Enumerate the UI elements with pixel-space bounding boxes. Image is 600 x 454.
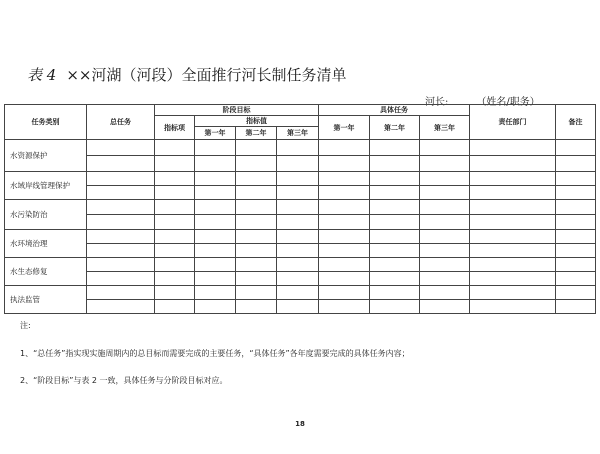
empty-cell	[556, 172, 596, 186]
river-chief-value: （姓名/职务）	[476, 97, 540, 108]
empty-cell	[277, 140, 319, 156]
header-target-year2: 第二年	[236, 127, 277, 140]
empty-cell	[319, 140, 370, 156]
empty-cell	[277, 244, 319, 258]
empty-cell	[556, 156, 596, 172]
empty-cell	[470, 200, 556, 215]
empty-cell	[155, 156, 195, 172]
empty-cell	[236, 244, 277, 258]
river-chief-label: 河长:	[425, 97, 449, 108]
empty-cell	[470, 156, 556, 172]
empty-cell	[155, 140, 195, 156]
empty-cell	[236, 200, 277, 215]
notes-label: 注:	[20, 321, 31, 330]
empty-cell	[470, 258, 556, 272]
empty-cell	[370, 140, 420, 156]
empty-cell	[556, 258, 596, 272]
header-indicator-value: 指标值	[195, 116, 319, 127]
empty-cell	[87, 258, 155, 272]
empty-cell	[195, 244, 236, 258]
empty-cell	[155, 258, 195, 272]
header-target-year1: 第一年	[195, 127, 236, 140]
empty-cell	[420, 258, 470, 272]
empty-cell	[236, 258, 277, 272]
empty-cell	[370, 300, 420, 314]
empty-cell	[370, 156, 420, 172]
header-specific-tasks: 具体任务	[319, 105, 470, 116]
header-overall-task: 总任务	[87, 105, 155, 140]
empty-cell	[195, 172, 236, 186]
empty-cell	[319, 244, 370, 258]
empty-cell	[370, 286, 420, 300]
empty-cell	[236, 140, 277, 156]
empty-cell	[236, 230, 277, 244]
empty-cell	[195, 258, 236, 272]
header-target-year3: 第三年	[277, 127, 319, 140]
empty-cell	[470, 286, 556, 300]
empty-cell	[370, 258, 420, 272]
empty-cell	[370, 230, 420, 244]
empty-cell	[155, 300, 195, 314]
empty-cell	[319, 186, 370, 200]
header-stage-target: 阶段目标	[155, 105, 319, 116]
empty-cell	[556, 215, 596, 230]
empty-cell	[556, 300, 596, 314]
empty-cell	[87, 272, 155, 286]
empty-cell	[370, 186, 420, 200]
empty-cell	[370, 200, 420, 215]
empty-cell	[87, 200, 155, 215]
empty-cell	[195, 140, 236, 156]
empty-cell	[556, 140, 596, 156]
empty-cell	[370, 215, 420, 230]
category-cell: 水生态修复	[5, 258, 87, 286]
empty-cell	[470, 244, 556, 258]
empty-cell	[277, 200, 319, 215]
note-item: 2、“阶段目标”与表 2 一致，具体任务与分阶段目标对应。	[20, 376, 228, 385]
empty-cell	[277, 186, 319, 200]
empty-cell	[87, 140, 155, 156]
empty-cell	[370, 172, 420, 186]
empty-cell	[277, 172, 319, 186]
empty-cell	[155, 200, 195, 215]
empty-cell	[195, 186, 236, 200]
empty-cell	[420, 272, 470, 286]
empty-cell	[470, 215, 556, 230]
empty-cell	[236, 215, 277, 230]
empty-cell	[155, 172, 195, 186]
empty-cell	[277, 272, 319, 286]
empty-cell	[420, 215, 470, 230]
empty-cell	[277, 156, 319, 172]
empty-cell	[370, 272, 420, 286]
header-responsible-dept: 责任部门	[470, 105, 556, 140]
task-list-table	[4, 104, 596, 314]
empty-cell	[420, 286, 470, 300]
empty-cell	[277, 230, 319, 244]
empty-cell	[87, 186, 155, 200]
empty-cell	[277, 286, 319, 300]
header-remarks: 备注	[556, 105, 596, 140]
empty-cell	[319, 286, 370, 300]
empty-cell	[370, 244, 420, 258]
empty-cell	[87, 300, 155, 314]
empty-cell	[470, 186, 556, 200]
empty-cell	[195, 215, 236, 230]
empty-cell	[420, 230, 470, 244]
empty-cell	[556, 186, 596, 200]
empty-cell	[556, 244, 596, 258]
empty-cell	[470, 172, 556, 186]
empty-cell	[87, 156, 155, 172]
empty-cell	[319, 156, 370, 172]
empty-cell	[556, 286, 596, 300]
empty-cell	[236, 300, 277, 314]
empty-cell	[236, 156, 277, 172]
header-task-year2: 第二年	[370, 116, 420, 140]
empty-cell	[155, 286, 195, 300]
empty-cell	[155, 186, 195, 200]
header-task-year1: 第一年	[319, 116, 370, 140]
empty-cell	[420, 186, 470, 200]
empty-cell	[236, 286, 277, 300]
empty-cell	[155, 272, 195, 286]
empty-cell	[470, 300, 556, 314]
empty-cell	[470, 230, 556, 244]
empty-cell	[277, 300, 319, 314]
empty-cell	[87, 230, 155, 244]
empty-cell	[420, 200, 470, 215]
table-title-text: ××河湖（河段）全面推行河长制任务清单	[66, 66, 347, 84]
empty-cell	[319, 172, 370, 186]
note-item: 1、“总任务”指实现实施周期内的总目标而需要完成的主要任务，“具体任务”各年度需要完成的具体任务内容；	[20, 349, 410, 358]
empty-cell	[420, 244, 470, 258]
page-number: 18	[295, 420, 305, 428]
empty-cell	[236, 186, 277, 200]
header-task-year3: 第三年	[420, 116, 470, 140]
empty-cell	[155, 244, 195, 258]
empty-cell	[277, 258, 319, 272]
table-number: 表 4	[27, 66, 57, 84]
empty-cell	[195, 272, 236, 286]
empty-cell	[236, 172, 277, 186]
empty-cell	[319, 272, 370, 286]
empty-cell	[420, 300, 470, 314]
empty-cell	[195, 200, 236, 215]
empty-cell	[195, 156, 236, 172]
empty-cell	[236, 272, 277, 286]
empty-cell	[420, 140, 470, 156]
empty-cell	[195, 300, 236, 314]
empty-cell	[319, 215, 370, 230]
category-cell: 水环境治理	[5, 230, 87, 258]
empty-cell	[470, 272, 556, 286]
table-title	[27, 64, 346, 85]
empty-cell	[319, 230, 370, 244]
empty-cell	[319, 300, 370, 314]
empty-cell	[556, 272, 596, 286]
category-cell: 水污染防治	[5, 200, 87, 230]
empty-cell	[87, 286, 155, 300]
empty-cell	[470, 140, 556, 156]
header-indicator-item: 指标项	[155, 116, 195, 140]
empty-cell	[556, 200, 596, 215]
empty-cell	[155, 230, 195, 244]
category-cell: 水资源保护	[5, 140, 87, 172]
empty-cell	[87, 215, 155, 230]
header-category: 任务类别	[5, 105, 87, 140]
empty-cell	[319, 200, 370, 215]
empty-cell	[277, 215, 319, 230]
empty-cell	[87, 172, 155, 186]
category-cell: 执法监管	[5, 286, 87, 314]
empty-cell	[556, 230, 596, 244]
empty-cell	[195, 230, 236, 244]
empty-cell	[319, 258, 370, 272]
empty-cell	[420, 172, 470, 186]
category-cell: 水域岸线管理保护	[5, 172, 87, 200]
empty-cell	[87, 244, 155, 258]
empty-cell	[195, 286, 236, 300]
empty-cell	[420, 156, 470, 172]
empty-cell	[155, 215, 195, 230]
